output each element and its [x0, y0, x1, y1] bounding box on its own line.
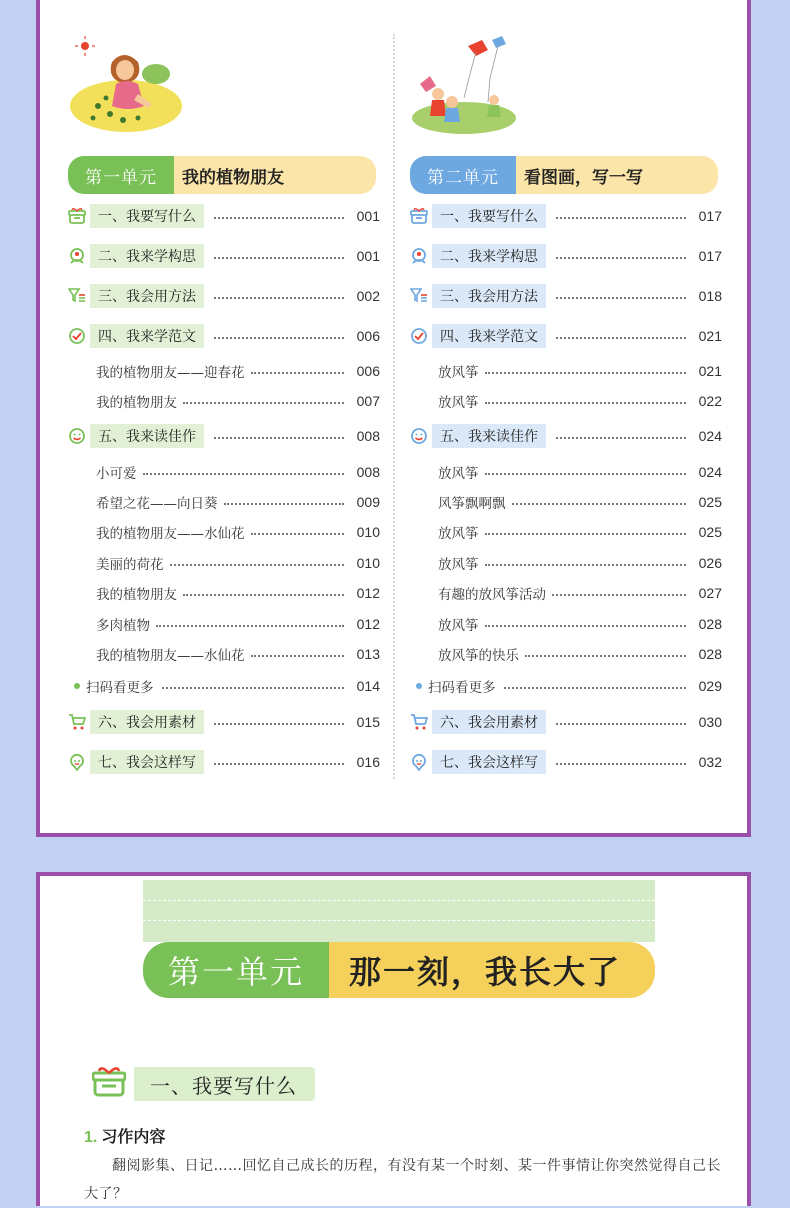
unit2-toc-row[interactable]	[410, 551, 722, 575]
toc-entry-label: 多肉植物	[96, 618, 150, 634]
dot-leader	[556, 437, 686, 439]
dot-leader	[552, 594, 686, 596]
dot-leader	[183, 594, 344, 596]
toc-entry-label: 风筝飘啊飘	[438, 496, 506, 512]
dot-leader	[214, 257, 344, 259]
toc-page-number: 012	[356, 585, 380, 601]
toc-entry-label: 放风筝	[438, 557, 479, 573]
unit1-toc-row[interactable]	[68, 244, 380, 268]
dot-leader	[214, 297, 344, 299]
toc-entry-label: 美丽的荷花	[96, 557, 164, 573]
toc-section-label: 一、我要写什么	[90, 204, 204, 228]
content-paragraph: 翻阅影集、日记……回忆自己成长的历程，有没有某一个时刻、某一件事情让你突然觉得自己长大了？	[84, 1158, 721, 1202]
dot-leader	[224, 503, 345, 505]
dot-leader	[556, 337, 686, 339]
toc-page-number: 009	[356, 494, 380, 510]
toc-entry-label: 小可爱	[96, 466, 137, 482]
smile-icon	[68, 427, 86, 445]
toc-section-label: 四、我来学范文	[90, 324, 204, 348]
chapter-section-heading	[92, 1066, 315, 1102]
dot-leader	[556, 297, 686, 299]
dot-leader	[512, 503, 687, 505]
bullet-icon	[74, 683, 80, 689]
toc-page-number: 022	[698, 393, 722, 409]
toc-page-number: 017	[698, 208, 722, 224]
toc-page-number: 025	[698, 524, 722, 540]
toc-entry-label: 放风筝	[438, 466, 479, 482]
toc-page-number: 001	[356, 208, 380, 224]
dot-leader	[214, 337, 344, 339]
unit1-toc-row[interactable]	[68, 581, 380, 605]
toc-page-number: 007	[356, 393, 380, 409]
dot-leader	[251, 655, 345, 657]
unit2-toc-row[interactable]	[410, 674, 722, 698]
dot-leader	[525, 655, 686, 657]
toc-entry-label: 放风筝的快乐	[438, 648, 519, 664]
dot-leader	[162, 687, 345, 689]
unit2-title: 看图画，写一写	[516, 156, 718, 194]
toc-section-label: 三、我会用方法	[90, 284, 204, 308]
unit1-toc-row[interactable]	[68, 424, 380, 448]
unit1-tag: 第一单元	[68, 156, 174, 194]
toc-page-number: 028	[698, 616, 722, 632]
pin-icon	[68, 753, 86, 771]
unit1-toc-row[interactable]	[68, 612, 380, 636]
check-icon	[410, 327, 428, 345]
toc-section-label: 六、我会用素材	[90, 710, 204, 734]
unit2-toc-row[interactable]	[410, 324, 722, 348]
dot-leader	[556, 723, 686, 725]
dot-leader	[214, 723, 344, 725]
toc-entry-label: 我的植物朋友——迎春花	[96, 365, 245, 381]
lined-paper-header	[143, 880, 655, 942]
dot-leader	[251, 372, 345, 374]
toc-section-label: 二、我来学构思	[432, 244, 546, 268]
dot-leader	[143, 473, 345, 475]
dot-leader	[156, 625, 344, 627]
unit1-toc-row[interactable]	[68, 389, 380, 413]
left-margin	[0, 0, 14, 1185]
toc-page	[36, 0, 751, 837]
dot-leader	[485, 402, 687, 404]
subheading-text: 习作内容	[101, 1127, 166, 1146]
toc-page-number: 026	[698, 555, 722, 571]
cart-icon	[410, 713, 428, 731]
unit1-toc-row[interactable]	[68, 520, 380, 544]
toc-page-number: 010	[356, 555, 380, 571]
unit1-toc-row[interactable]	[68, 490, 380, 514]
unit1-title: 我的植物朋友	[174, 156, 376, 194]
toc-entry-label: 放风筝	[438, 618, 479, 634]
unit2-header	[410, 156, 718, 194]
toc-entry-label: 我的植物朋友——水仙花	[96, 526, 245, 542]
dot-leader	[504, 687, 687, 689]
unit2-toc-row[interactable]	[410, 612, 722, 636]
dot-leader	[214, 437, 344, 439]
gift-icon	[68, 207, 86, 225]
toc-page-number: 021	[698, 328, 722, 344]
toc-page-number: 028	[698, 646, 722, 662]
dot-leader	[214, 217, 344, 219]
kite-flying-illustration	[410, 34, 520, 136]
dot-leader	[485, 533, 687, 535]
toc-page-number: 024	[698, 464, 722, 480]
toc-section-label: 一、我要写什么	[432, 204, 546, 228]
toc-page-number: 016	[356, 754, 380, 770]
bullet-icon	[416, 683, 422, 689]
dot-leader	[214, 763, 344, 765]
content-subheading	[84, 1124, 165, 1147]
smile-icon	[410, 427, 428, 445]
toc-page-number: 010	[356, 524, 380, 540]
unit2-toc-row[interactable]	[410, 642, 722, 666]
toc-section-label: 四、我来学范文	[432, 324, 546, 348]
column-divider	[393, 34, 395, 779]
unit2-toc-row[interactable]	[410, 244, 722, 268]
toc-page-number: 024	[698, 428, 722, 444]
unit1-toc-row[interactable]	[68, 750, 380, 774]
check-icon	[68, 327, 86, 345]
cart-icon	[68, 713, 86, 731]
gift-icon	[410, 207, 428, 225]
toc-entry-label: 放风筝	[438, 395, 479, 411]
girl-planting-illustration	[68, 34, 188, 136]
dot-leader	[485, 473, 687, 475]
chapter-title: 那一刻，我长大了	[329, 942, 655, 998]
person-icon	[68, 247, 86, 265]
dot-leader	[251, 533, 345, 535]
toc-page-number: 017	[698, 248, 722, 264]
dot-leader	[485, 372, 687, 374]
toc-page-number: 014	[356, 678, 380, 694]
toc-page-number: 012	[356, 616, 380, 632]
gift-icon	[92, 1067, 126, 1101]
toc-entry-label: 放风筝	[438, 526, 479, 542]
toc-section-label: 五、我来读佳作	[90, 424, 204, 448]
toc-page-number: 008	[356, 428, 380, 444]
toc-page-number: 027	[698, 585, 722, 601]
subheading-number: 1.	[84, 1129, 98, 1146]
dot-leader	[556, 217, 686, 219]
toc-page-number: 032	[698, 754, 722, 770]
toc-entry-label: 我的植物朋友——水仙花	[96, 648, 245, 664]
unit1-toc-row[interactable]	[68, 324, 380, 348]
filter-icon	[410, 287, 428, 305]
chapter-header	[143, 942, 655, 998]
unit1-toc-row[interactable]	[68, 284, 380, 308]
toc-page-number: 008	[356, 464, 380, 480]
chapter-unit-tag: 第一单元	[143, 942, 329, 998]
pin-icon	[410, 753, 428, 771]
toc-page-number: 030	[698, 714, 722, 730]
toc-section-label: 七、我会这样写	[90, 750, 204, 774]
unit1-toc-row[interactable]	[68, 204, 380, 228]
toc-page-number: 002	[356, 288, 380, 304]
chapter-page	[36, 872, 751, 1206]
unit2-toc-row[interactable]	[410, 750, 722, 774]
toc-entry-label: 我的植物朋友	[96, 587, 177, 603]
toc-page-number: 001	[356, 248, 380, 264]
toc-entry-label: 我的植物朋友	[96, 395, 177, 411]
chapter-section-label: 一、我要写什么	[134, 1067, 315, 1101]
unit1-toc-row[interactable]	[68, 359, 380, 383]
toc-page-number: 021	[698, 363, 722, 379]
dot-leader	[183, 402, 344, 404]
dot-leader	[485, 625, 687, 627]
toc-page-number: 006	[356, 328, 380, 344]
dot-leader	[556, 257, 686, 259]
dot-leader	[485, 564, 687, 566]
toc-section-label: 二、我来学构思	[90, 244, 204, 268]
unit2-toc-row[interactable]	[410, 204, 722, 228]
unit2-toc-row[interactable]	[410, 460, 722, 484]
unit1-toc-row[interactable]	[68, 674, 380, 698]
unit2-tag: 第二单元	[410, 156, 516, 194]
toc-section-label: 三、我会用方法	[432, 284, 546, 308]
toc-entry-label: 希望之花——向日葵	[96, 496, 218, 512]
toc-scan-label: 扫码看更多	[428, 680, 496, 696]
toc-page-number: 006	[356, 363, 380, 379]
toc-page-number: 018	[698, 288, 722, 304]
unit2-toc-row[interactable]	[410, 520, 722, 544]
unit1-toc-row[interactable]	[68, 642, 380, 666]
toc-page-number: 025	[698, 494, 722, 510]
toc-page-number: 013	[356, 646, 380, 662]
unit2-toc-row[interactable]	[410, 359, 722, 383]
toc-page-number: 029	[698, 678, 722, 694]
person-icon	[410, 247, 428, 265]
unit1-toc-row[interactable]	[68, 710, 380, 734]
dot-leader	[170, 564, 345, 566]
unit1-header	[68, 156, 376, 194]
unit2-toc-row[interactable]	[410, 284, 722, 308]
unit2-toc-row[interactable]	[410, 710, 722, 734]
filter-icon	[68, 287, 86, 305]
toc-section-label: 六、我会用素材	[432, 710, 546, 734]
unit2-toc-row[interactable]	[410, 389, 722, 413]
unit1-toc-row[interactable]	[68, 460, 380, 484]
unit2-toc-row[interactable]	[410, 581, 722, 605]
toc-section-label: 七、我会这样写	[432, 750, 546, 774]
dot-leader	[556, 763, 686, 765]
toc-section-label: 五、我来读佳作	[432, 424, 546, 448]
toc-scan-label: 扫码看更多	[86, 680, 154, 696]
toc-entry-label: 放风筝	[438, 365, 479, 381]
unit2-toc-row[interactable]	[410, 490, 722, 514]
unit1-toc-row[interactable]	[68, 551, 380, 575]
toc-entry-label: 有趣的放风筝活动	[438, 587, 546, 603]
unit2-toc-row[interactable]	[410, 424, 722, 448]
toc-page-number: 015	[356, 714, 380, 730]
